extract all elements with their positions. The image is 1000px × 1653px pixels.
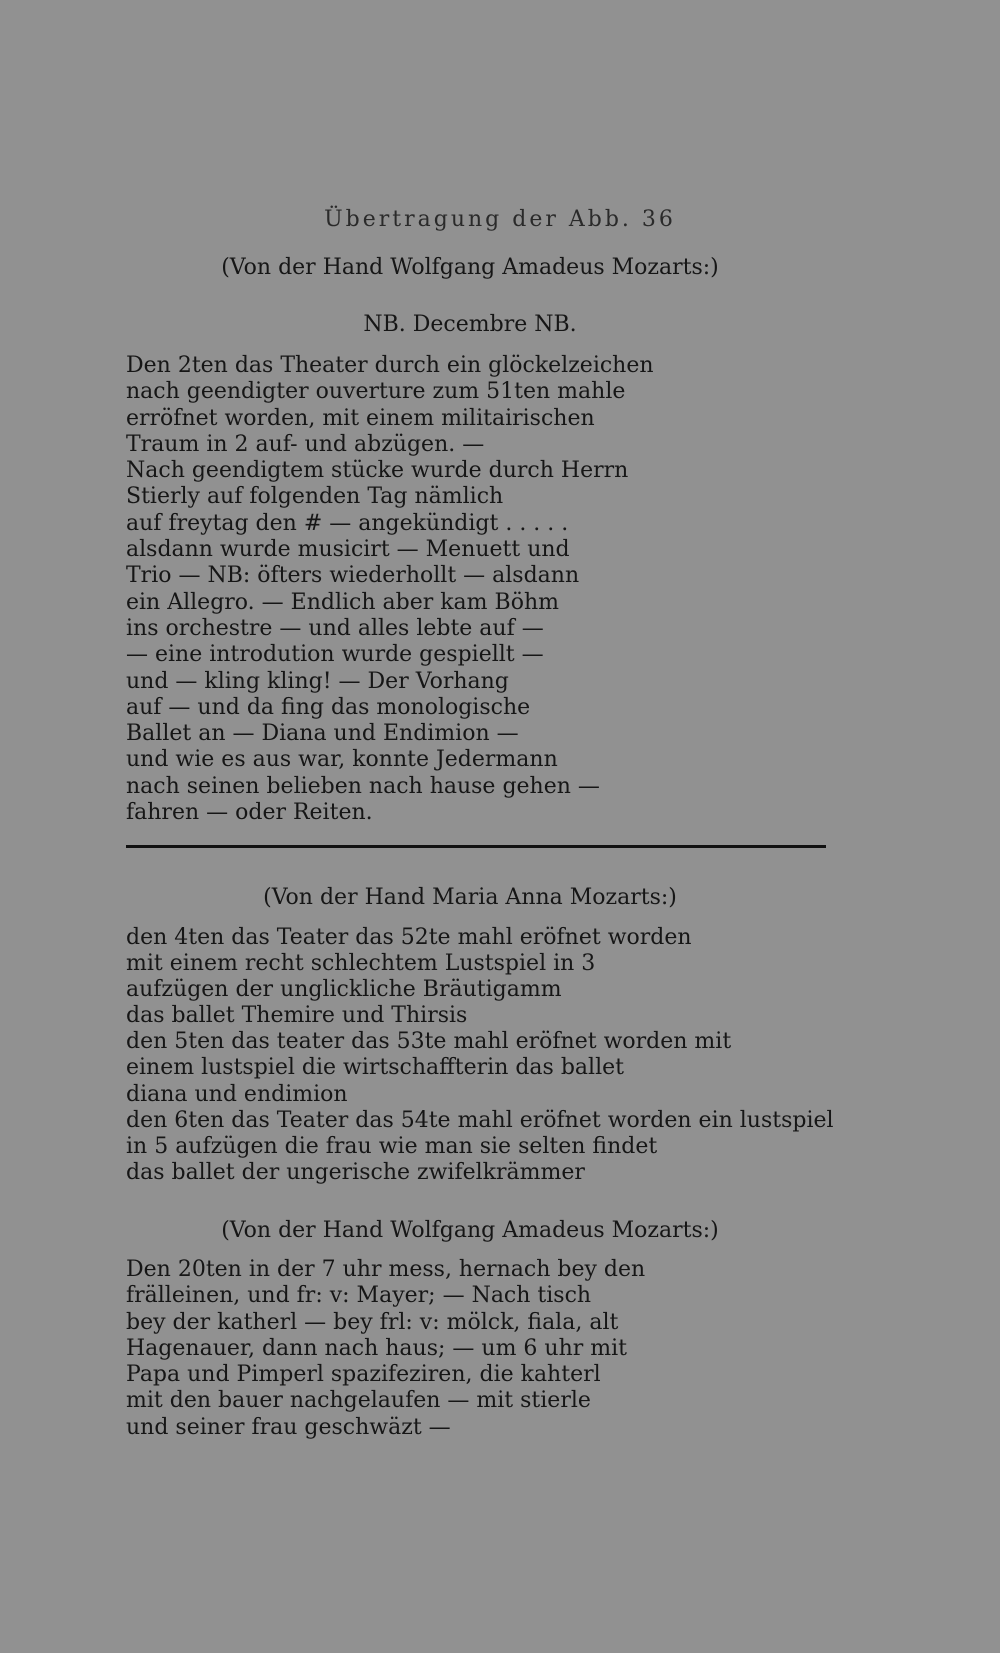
- section-1-heading: (Von der Hand Wolfgang Amadeus Mozarts:): [221, 255, 719, 280]
- text-line: Papa und Pimperl spazifeziren, die kahterl: [126, 1362, 601, 1388]
- section-2-heading: (Von der Hand Maria Anna Mozarts:): [263, 885, 677, 910]
- page-title: Übertragung der Abb. 36: [324, 207, 676, 232]
- text-line: Hagenauer, dann nach haus; — um 6 uhr mit: [126, 1335, 628, 1361]
- section-1-subheading: NB. Decembre NB.: [363, 312, 577, 337]
- text-line: das ballet der ungerische zwifelkrämmer: [126, 1159, 585, 1185]
- text-line: mit einem recht schlechtem Lustspiel in 3: [126, 951, 596, 977]
- text-line: alsdann wurde musicirt — Menuett und: [126, 537, 570, 563]
- text-line: einem lustspiel die wirtschaffterin das ballet: [126, 1055, 624, 1081]
- text-line: Stierly auf folgenden Tag nämlich: [126, 484, 504, 510]
- text-line: den 6ten das Teater das 54te mahl eröfnet worden ein lustspiel: [126, 1107, 834, 1133]
- section-3-heading: (Von der Hand Wolfgang Amadeus Mozarts:): [221, 1218, 719, 1243]
- section-divider: [126, 845, 826, 848]
- text-line: nach geendigter ouverture zum 51ten mahle: [126, 379, 626, 405]
- text-line: erröfnet worden, mit einem militairischen: [126, 405, 595, 431]
- text-line: diana und endimion: [126, 1081, 348, 1107]
- text-line: bey der katherl — bey frl: v: mölck, fiala, alt: [126, 1309, 619, 1335]
- text-line: und — kling kling! — Der Vorhang: [126, 668, 509, 694]
- text-line: frälleinen, und fr: v: Mayer; — Nach tisch: [126, 1283, 592, 1309]
- text-line: Nach geendigtem stücke wurde durch Herrn: [126, 458, 629, 484]
- text-line: und seiner frau geschwäzt —: [126, 1414, 451, 1440]
- text-line: nach seinen belieben nach hause gehen —: [126, 773, 600, 799]
- text-line: Trio — NB: öfters wiederhollt — alsdann: [126, 563, 580, 589]
- text-line: mit den bauer nachgelaufen — mit stierle: [126, 1388, 591, 1414]
- text-line: auf freytag den # — angekündigt . . . . .: [126, 510, 569, 536]
- text-line: den 4ten das Teater das 52te mahl eröfnet worden: [126, 925, 692, 950]
- text-line: in 5 aufzügen die frau wie man sie selten findet: [126, 1133, 658, 1159]
- text-line: Traum in 2 auf- und abzügen. —: [126, 431, 485, 457]
- text-line: auf — und da fing das monologische: [126, 694, 531, 720]
- text-line: und wie es aus war, konnte Jedermann: [126, 747, 558, 773]
- text-line: das ballet Themire und Thirsis: [126, 1003, 468, 1029]
- text-line: Den 20ten in der 7 uhr mess, hernach bey den: [126, 1257, 646, 1282]
- section-1-text: [126, 353, 654, 826]
- text-line: ein Allegro. — Endlich aber kam Böhm: [126, 589, 559, 615]
- section-3-text: [126, 1257, 645, 1441]
- text-line: den 5ten das teater das 53te mahl eröfnet worden mit: [126, 1029, 732, 1055]
- text-line: aufzügen der unglickliche Bräutigamm: [126, 977, 562, 1003]
- text-line: — eine introdution wurde gespiellt —: [126, 642, 544, 668]
- text-line: fahren — oder Reiten.: [126, 800, 373, 826]
- text-line: ins orchestre — und alles lebte auf —: [126, 615, 544, 641]
- text-line: Den 2ten das Theater durch ein glöckelzeichen: [126, 353, 654, 378]
- text-line: Ballet an — Diana und Endimion —: [126, 721, 519, 747]
- section-2-text: [126, 925, 834, 1186]
